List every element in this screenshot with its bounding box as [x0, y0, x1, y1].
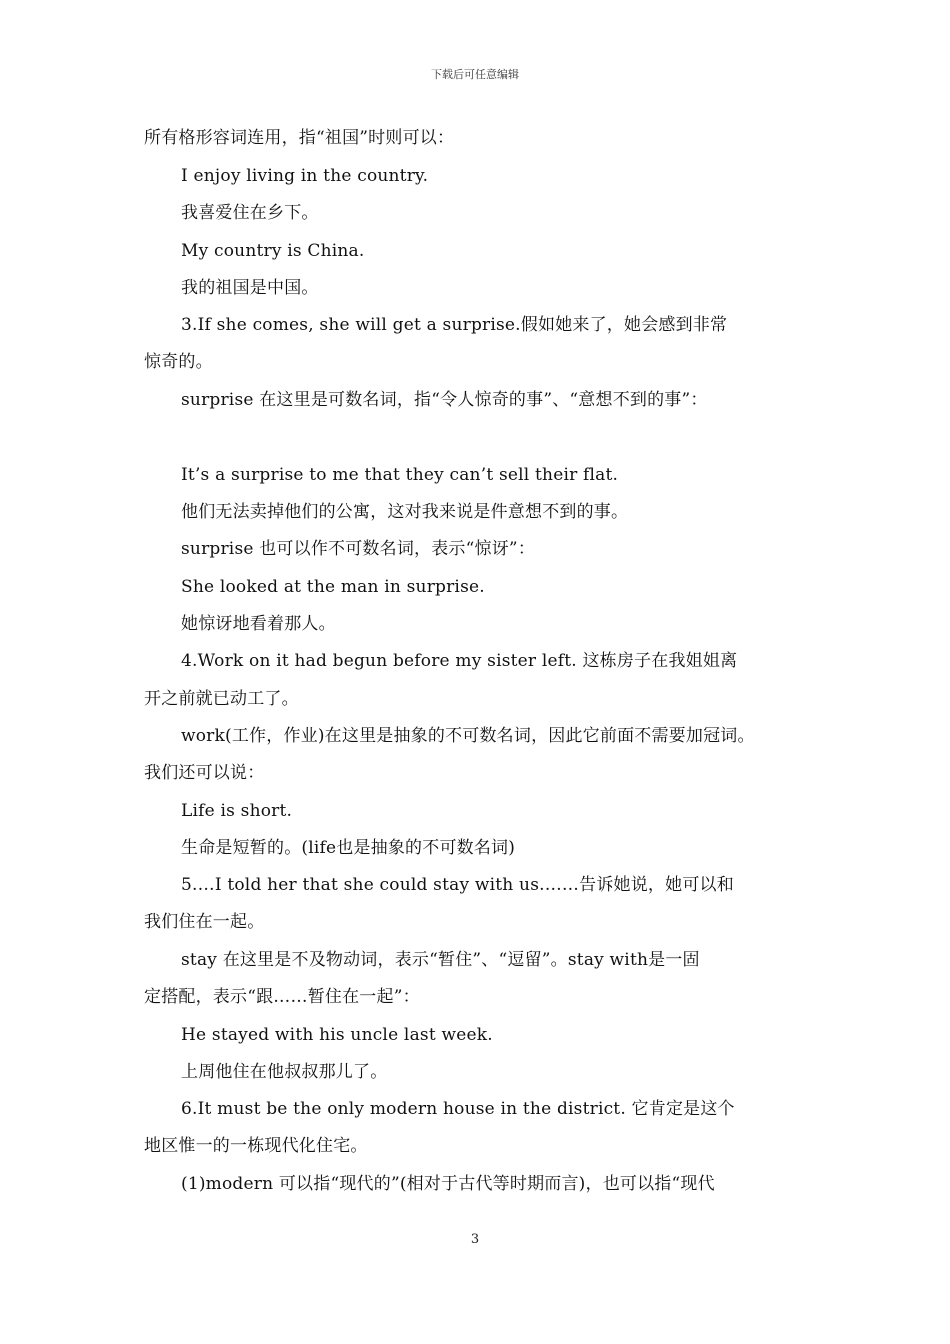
text-line: 我们还可以说：: [144, 763, 265, 783]
text-line: 惊奇的。: [144, 352, 213, 372]
text-line: 她惊讶地看着那人。: [181, 614, 336, 634]
text-line: stay 在这里是不及物动词，表示“暂住”、“逗留”。stay with是一固: [181, 950, 700, 970]
text-line: surprise 也可以作不可数名词，表示“惊讶”：: [181, 539, 536, 559]
text-line: He stayed with his uncle last week.: [181, 1025, 493, 1045]
text-line: 开之前就已动工了。: [144, 689, 299, 709]
text-line: 他们无法卖掉他们的公寓，这对我来说是件意想不到的事。: [181, 502, 629, 522]
text-line: I enjoy living in the country.: [181, 166, 429, 186]
text-line: She looked at the man in surprise.: [181, 577, 485, 597]
text-line: work(工作，作业)在这里是抽象的不可数名词，因此它前面不需要加冠词。: [181, 726, 755, 746]
page-number: 3: [470, 1232, 480, 1247]
text-line: 5.…I told her that she could stay with us.……告诉她说，她可以和: [181, 875, 734, 895]
text-line: surprise 在这里是可数名词，指“令人惊奇的事”、“意想不到的事”：: [181, 390, 708, 410]
text-line: 4.Work on it had begun before my sister left. 这栋房子在我姐姐离: [181, 651, 738, 671]
text-line: Life is short.: [181, 801, 293, 821]
text-line: 生命是短暂的。(life也是抽象的不可数名词): [181, 838, 516, 858]
text-line: My country is China.: [181, 241, 365, 261]
text-line: 3.If she comes, she will get a surprise.假如她来了，她会感到非常: [181, 315, 728, 335]
text-line: 我们住在一起。: [144, 912, 265, 932]
text-line: 我的祖国是中国。: [181, 278, 319, 298]
text-line: 6.It must be the only modern house in the district. 它肯定是这个: [181, 1099, 735, 1119]
text-line: It’s a surprise to me that they can’t sell their flat.: [181, 465, 619, 485]
text-line: 定搭配，表示“跟……暂住在一起”：: [144, 987, 420, 1007]
text-line: 我喜爱住在乡下。: [181, 203, 319, 223]
page-header: 下载后可任意编辑: [431, 68, 519, 81]
text-line: 上周他住在他叔叔那儿了。: [181, 1062, 388, 1082]
text-line: 地区惟一的一栋现代化住宅。: [144, 1136, 368, 1156]
text-line: (1)modern 可以指“现代的”(相对于古代等时期而言)，也可以指“现代: [181, 1174, 715, 1194]
text-line: 所有格形容词连用，指“祖国”时则可以：: [144, 128, 455, 148]
